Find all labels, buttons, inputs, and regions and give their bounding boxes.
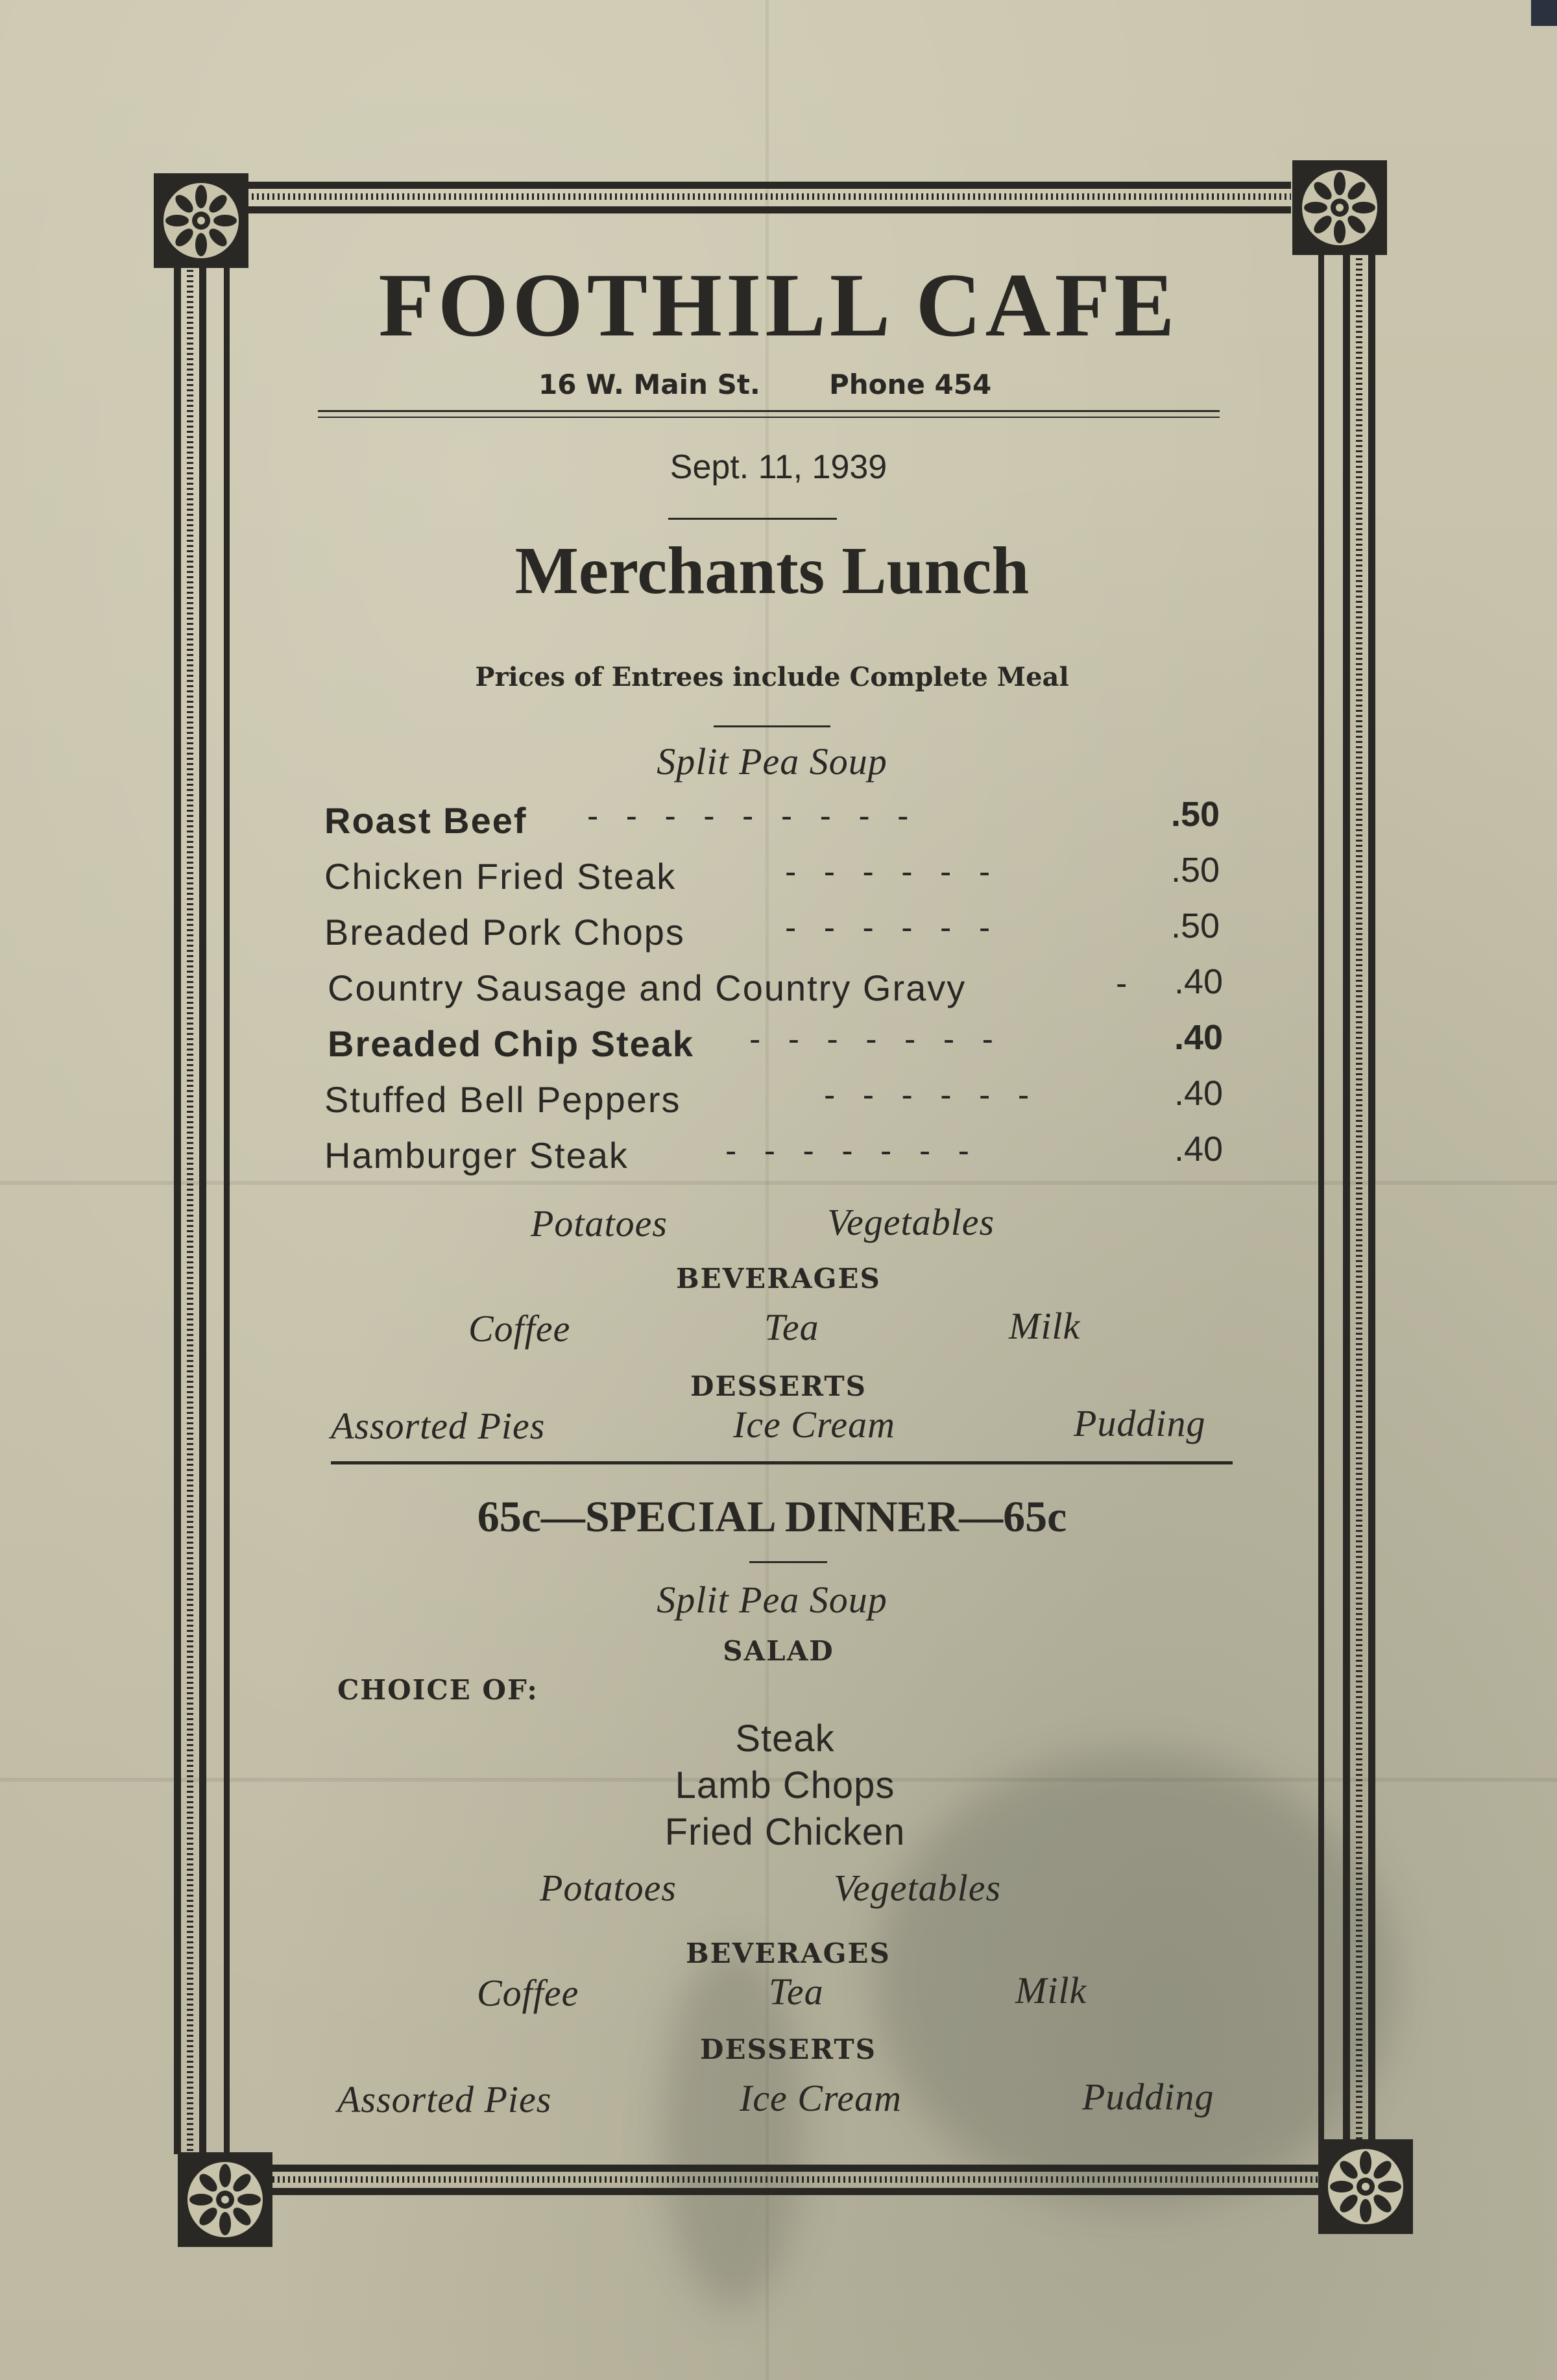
rosette-top-left-icon xyxy=(152,172,250,269)
rosette-top-right-icon xyxy=(1291,159,1388,256)
entree-name: Breaded Chip Steak xyxy=(328,1023,695,1064)
entree-price: .50 xyxy=(1171,795,1220,834)
border-bottom-inner xyxy=(272,2188,1323,2195)
entree-price: .50 xyxy=(1171,851,1220,890)
border-right-hatch xyxy=(1356,253,1362,2148)
border-right-inner2 xyxy=(1318,253,1324,2148)
entree-name: Breaded Pork Chops xyxy=(324,912,685,953)
entree-price: .40 xyxy=(1174,1018,1224,1057)
border-left-inner xyxy=(199,260,206,2154)
lunch-price-note: Prices of Entrees include Complete Meal xyxy=(475,662,1069,692)
border-left-hatch xyxy=(187,260,193,2154)
leader-dots: - - - - - - - - - xyxy=(587,797,909,835)
leader-dots: - - - - - - xyxy=(785,853,991,891)
lunch-beverages-heading: BEVERAGES xyxy=(676,1263,881,1294)
border-bottom-outer xyxy=(272,2165,1323,2172)
dinner-heading: 65c—SPECIAL DINNER—65c xyxy=(477,1492,1067,1541)
leader-dots: - - - - - - - xyxy=(725,1132,969,1170)
dinner-choice-label: CHOICE OF: xyxy=(337,1674,538,1706)
lunch-dessert: Assorted Pies xyxy=(331,1405,546,1447)
date-rule xyxy=(668,518,837,520)
header-rule-top xyxy=(318,410,1220,412)
entree-name: Hamburger Steak xyxy=(324,1135,629,1176)
border-top-outer xyxy=(247,182,1291,189)
lunch-dessert: Ice Cream xyxy=(733,1403,896,1446)
dinner-dessert: Pudding xyxy=(1082,2076,1214,2118)
leader-dots: - - - - - - - xyxy=(749,1021,993,1058)
lunch-side-item: Vegetables xyxy=(827,1201,995,1243)
border-bottom-hatch xyxy=(272,2176,1323,2183)
lunch-heading: Merchants Lunch xyxy=(514,533,1030,608)
border-left-inner2 xyxy=(224,260,230,2154)
dinner-dessert: Ice Cream xyxy=(740,2077,902,2119)
dinner-beverage: Tea xyxy=(769,1971,824,2013)
dinner-salad: SALAD xyxy=(723,1635,834,1667)
dinner-choice: Lamb Chops xyxy=(675,1764,895,1806)
dinner-soup: Split Pea Soup xyxy=(657,1579,887,1621)
leader-dots: - - - - - - xyxy=(824,1076,1030,1114)
rosette-bottom-right-icon xyxy=(1317,2138,1414,2235)
border-left-outer xyxy=(174,260,181,2154)
dinner-choice: Steak xyxy=(735,1718,835,1760)
dinner-beverage: Coffee xyxy=(477,1972,579,2014)
header-rule-bottom xyxy=(318,417,1220,418)
border-top-hatch xyxy=(247,193,1291,200)
dinner-beverages-heading: BEVERAGES xyxy=(686,1937,891,1969)
note-rule xyxy=(714,725,830,727)
border-right-inner xyxy=(1343,253,1350,2148)
dinner-rule xyxy=(749,1561,827,1563)
cafe-phone: Phone 454 xyxy=(829,369,992,400)
dinner-choice: Fried Chicken xyxy=(664,1811,906,1853)
lunch-soup: Split Pea Soup xyxy=(657,740,887,783)
leader-dots: - xyxy=(1116,965,1128,1002)
menu-date: Sept. 11, 1939 xyxy=(670,448,887,486)
entree-price: .40 xyxy=(1174,1074,1224,1113)
torn-corner xyxy=(1531,0,1557,26)
lunch-desserts-heading: DESSERTS xyxy=(690,1370,867,1402)
entree-price: .50 xyxy=(1171,906,1220,945)
leader-dots: - - - - - - xyxy=(785,909,991,947)
lunch-beverage: Coffee xyxy=(468,1307,571,1350)
dinner-beverage: Milk xyxy=(1015,1969,1087,2011)
entree-name: Country Sausage and Country Gravy xyxy=(328,967,967,1008)
entree-name: Roast Beef xyxy=(324,800,527,841)
lunch-side-item: Potatoes xyxy=(531,1202,668,1245)
cafe-title: FOOTHILL CAFE xyxy=(378,255,1179,356)
entree-price: .40 xyxy=(1174,962,1224,1001)
entree-price: .40 xyxy=(1174,1130,1224,1169)
border-right-outer xyxy=(1368,253,1375,2148)
lunch-dessert: Pudding xyxy=(1074,1402,1206,1444)
entree-name: Chicken Fried Steak xyxy=(324,856,677,897)
entree-name: Stuffed Bell Peppers xyxy=(324,1079,681,1120)
lunch-beverage: Tea xyxy=(764,1306,819,1348)
dinner-desserts-heading: DESSERTS xyxy=(700,2034,876,2065)
dinner-side-item: Vegetables xyxy=(834,1867,1002,1909)
border-top-inner xyxy=(247,206,1291,213)
dinner-dessert: Assorted Pies xyxy=(337,2078,552,2120)
section-divider xyxy=(331,1461,1233,1464)
dinner-side-item: Potatoes xyxy=(540,1867,677,1909)
rosette-bottom-left-icon xyxy=(176,2151,274,2248)
cafe-address: 16 W. Main St. xyxy=(538,369,760,400)
lunch-beverage: Milk xyxy=(1009,1305,1081,1347)
